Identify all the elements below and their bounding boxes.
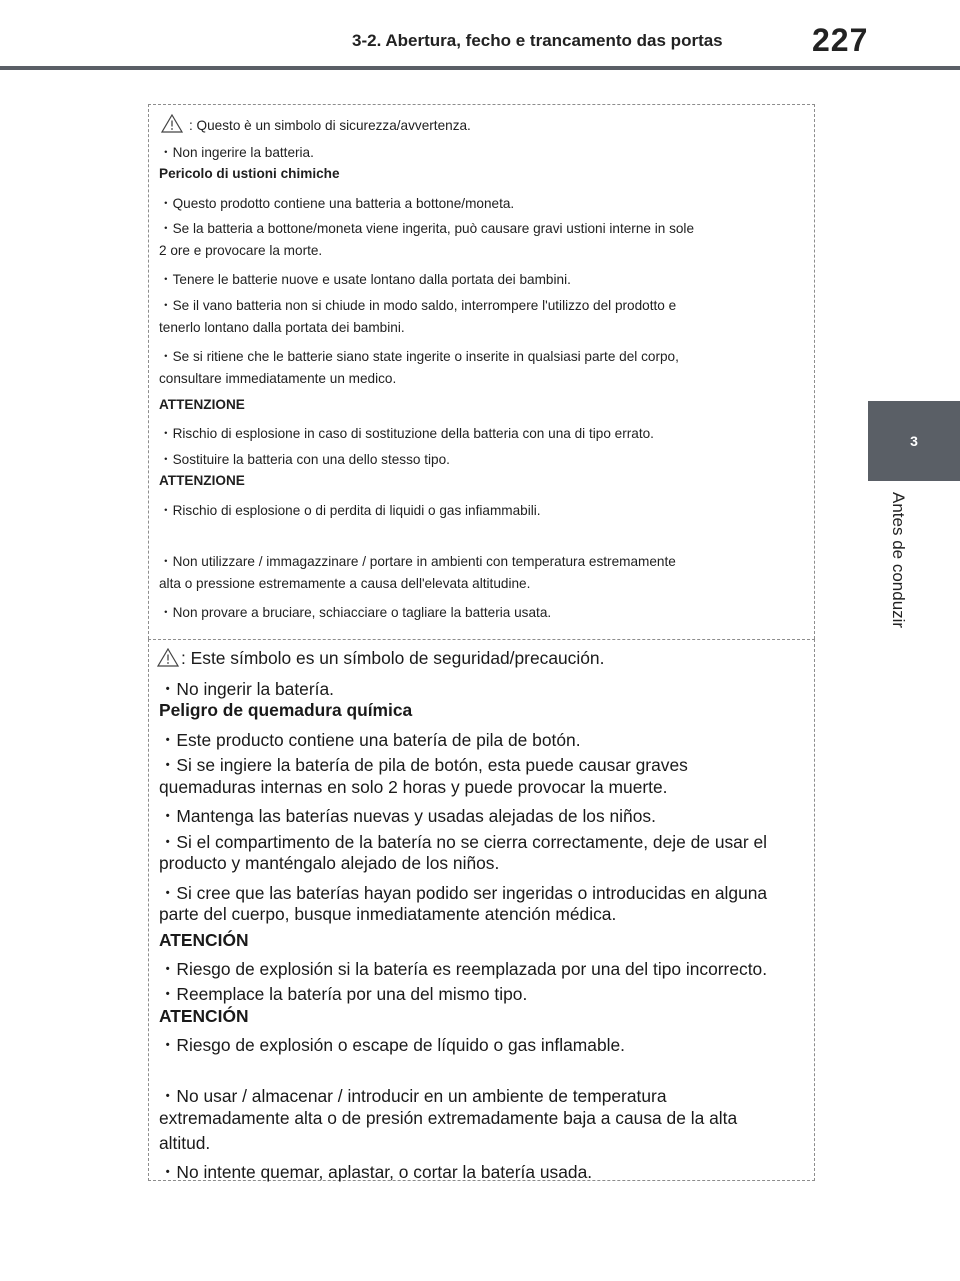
- spanish-line-16: ・No usar / almacenar / introducir en un ambiente de temperatura: [159, 1086, 667, 1106]
- spanish-symbol-text: : Este símbolo es un símbolo de seguridad/precaución.: [181, 648, 605, 668]
- italian-line-5: 2 ore e provocare la morte.: [159, 243, 323, 258]
- spanish-line-11: ATENCIÓN: [159, 930, 249, 950]
- italian-line-13: ・Sostituire la batteria con una dello stesso tipo.: [159, 452, 450, 467]
- italian-line-15: ・Rischio di esplosione o di perdita di liquidi o gas infiammabili.: [159, 503, 541, 518]
- spanish-line-17: extremadamente alta o de presión extremadamente baja a causa de la alta: [159, 1108, 738, 1128]
- italian-line-17: alta o pressione estremamente a causa dell'elevata altitudine.: [159, 576, 531, 591]
- page-number: 227: [812, 22, 869, 58]
- italian-symbol-text: : Questo è un simbolo di sicurezza/avvertenza.: [189, 118, 471, 133]
- section-title: 3-2. Abertura, fecho e trancamento das portas: [352, 31, 723, 50]
- spanish-line-9: ・Si cree que las baterías hayan podido ser ingeridas o introducidas en alguna: [159, 883, 768, 903]
- spanish-line-18: altitud.: [159, 1133, 211, 1153]
- italian-line-8: tenerlo lontano dalla portata dei bambini.: [159, 320, 405, 335]
- chapter-label-wrap: [870, 482, 926, 662]
- spanish-line-12: ・Riesgo de explosión si la batería es reemplazada por una del tipo incorrecto.: [159, 959, 768, 979]
- chapter-tab: [868, 401, 960, 481]
- italian-line-10: consultare immediatamente un medico.: [159, 371, 397, 386]
- italian-line-11: ATTENZIONE: [159, 397, 245, 412]
- spanish-line-7: ・Si el compartimento de la batería no se cierra correctamente, deje de usar el: [159, 832, 768, 852]
- italian-line-7: ・Se il vano batteria non si chiude in modo saldo, interrompere l'utilizzo del prodotto e: [159, 298, 677, 313]
- warning-triangle-icon: [157, 648, 179, 667]
- italian-warning-box: [148, 104, 815, 639]
- spanish-line-15: ・Riesgo de explosión o escape de líquido o gas inflamable.: [159, 1035, 625, 1055]
- spanish-line-3: ・Este producto contiene una batería de pila de botón.: [159, 730, 581, 750]
- chapter-label: Antes de conduzir: [889, 492, 908, 629]
- spanish-warning-box: [148, 639, 815, 1181]
- spanish-line-13: ・Reemplace la batería por una del mismo tipo.: [159, 984, 528, 1004]
- spanish-line-14: ATENCIÓN: [159, 1006, 249, 1026]
- italian-line-3: ・Questo prodotto contiene una batteria a bottone/moneta.: [159, 196, 515, 211]
- italian-line-6: ・Tenere le batterie nuove e usate lontano dalla portata dei bambini.: [159, 272, 571, 287]
- italian-line-12: ・Rischio di esplosione in caso di sostituzione della batteria con una di tipo errato.: [159, 426, 654, 441]
- italian-line-1: ・Non ingerire la batteria.: [159, 145, 314, 160]
- italian-line-4: ・Se la batteria a bottone/moneta viene ingerita, può causare gravi ustioni interne in sole: [159, 221, 695, 236]
- spanish-line-1: ・No ingerir la batería.: [159, 679, 334, 699]
- italian-line-14: ATTENZIONE: [159, 473, 245, 488]
- spanish-line-10: parte del cuerpo, busque inmediatamente atención médica.: [159, 904, 617, 924]
- spanish-line-4: ・Si se ingiere la batería de pila de botón, esta puede causar graves: [159, 755, 688, 775]
- italian-line-18: ・Non provare a bruciare, schiacciare o tagliare la batteria usata.: [159, 605, 552, 620]
- italian-line-0: [161, 114, 471, 133]
- italian-line-16: ・Non utilizzare / immagazzinare / portare in ambienti con temperatura estremamente: [159, 554, 676, 569]
- italian-line-9: ・Se si ritiene che le batterie siano state ingerite o inserite in qualsiasi parte del corpo,: [159, 349, 679, 364]
- spanish-line-6: ・Mantenga las baterías nuevas y usadas alejadas de los niños.: [159, 806, 656, 826]
- spanish-line-8: producto y manténgalo alejado de los niños.: [159, 853, 500, 873]
- spanish-line-5: quemaduras internas en solo 2 horas y puede provocar la muerte.: [159, 777, 668, 797]
- spanish-line-2: Peligro de quemadura química: [159, 700, 413, 720]
- italian-line-2: Pericolo di ustioni chimiche: [159, 166, 340, 181]
- chapter-number: 3: [910, 433, 918, 449]
- spanish-line-19: ・No intente quemar, aplastar, o cortar la batería usada.: [159, 1162, 593, 1182]
- warning-triangle-icon: [161, 114, 183, 133]
- header-rule: [0, 66, 960, 70]
- spanish-line-0: [157, 648, 604, 669]
